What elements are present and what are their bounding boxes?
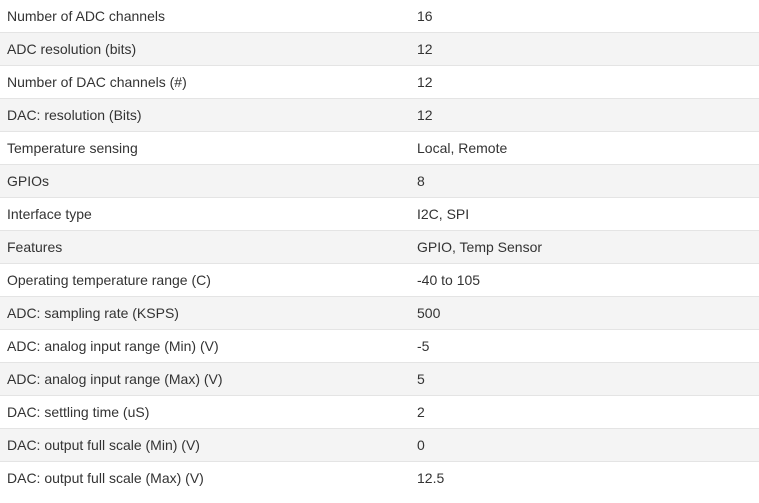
- spec-label: DAC: settling time (uS): [0, 396, 410, 429]
- table-row: [0, 363, 759, 396]
- spec-value: 12: [410, 33, 759, 66]
- spec-value: -5: [410, 330, 759, 363]
- table-row: [0, 429, 759, 462]
- spec-label: Interface type: [0, 198, 410, 231]
- table-row: [0, 264, 759, 297]
- table-row: [0, 0, 759, 33]
- table-row: [0, 231, 759, 264]
- spec-value: GPIO, Temp Sensor: [410, 231, 759, 264]
- table-row: [0, 297, 759, 330]
- spec-label: ADC: analog input range (Max) (V): [0, 363, 410, 396]
- spec-value: 16: [410, 0, 759, 33]
- table-row: [0, 66, 759, 99]
- spec-value: 8: [410, 165, 759, 198]
- table-row: [0, 33, 759, 66]
- spec-value: -40 to 105: [410, 264, 759, 297]
- spec-label: ADC: sampling rate (KSPS): [0, 297, 410, 330]
- spec-value: 12: [410, 99, 759, 132]
- spec-label: Number of ADC channels: [0, 0, 410, 33]
- table-row: [0, 198, 759, 231]
- spec-label: Operating temperature range (C): [0, 264, 410, 297]
- table-row: [0, 165, 759, 198]
- spec-label: DAC: output full scale (Min) (V): [0, 429, 410, 462]
- spec-value: 12.5: [417, 470, 445, 486]
- spec-value: 500: [410, 297, 759, 330]
- spec-value: I2C, SPI: [410, 198, 759, 231]
- spec-value: 2: [410, 396, 759, 429]
- spec-label: Temperature sensing: [0, 132, 410, 165]
- table-row: [0, 132, 759, 165]
- table-row: [0, 462, 759, 495]
- spec-value: 0: [410, 429, 759, 462]
- spec-value: 5: [410, 363, 759, 396]
- table-row: [0, 396, 759, 429]
- spec-label: DAC: output full scale (Max) (V): [7, 470, 204, 486]
- spec-label: ADC: analog input range (Min) (V): [0, 330, 410, 363]
- spec-value: Local, Remote: [410, 132, 759, 165]
- table-row: [0, 330, 759, 363]
- spec-label: GPIOs: [0, 165, 410, 198]
- spec-value: 12: [410, 66, 759, 99]
- table-row: [0, 99, 759, 132]
- spec-label: DAC: resolution (Bits): [0, 99, 410, 132]
- spec-label: ADC resolution (bits): [0, 33, 410, 66]
- spec-label: Features: [0, 231, 410, 264]
- spec-label: Number of DAC channels (#): [0, 66, 410, 99]
